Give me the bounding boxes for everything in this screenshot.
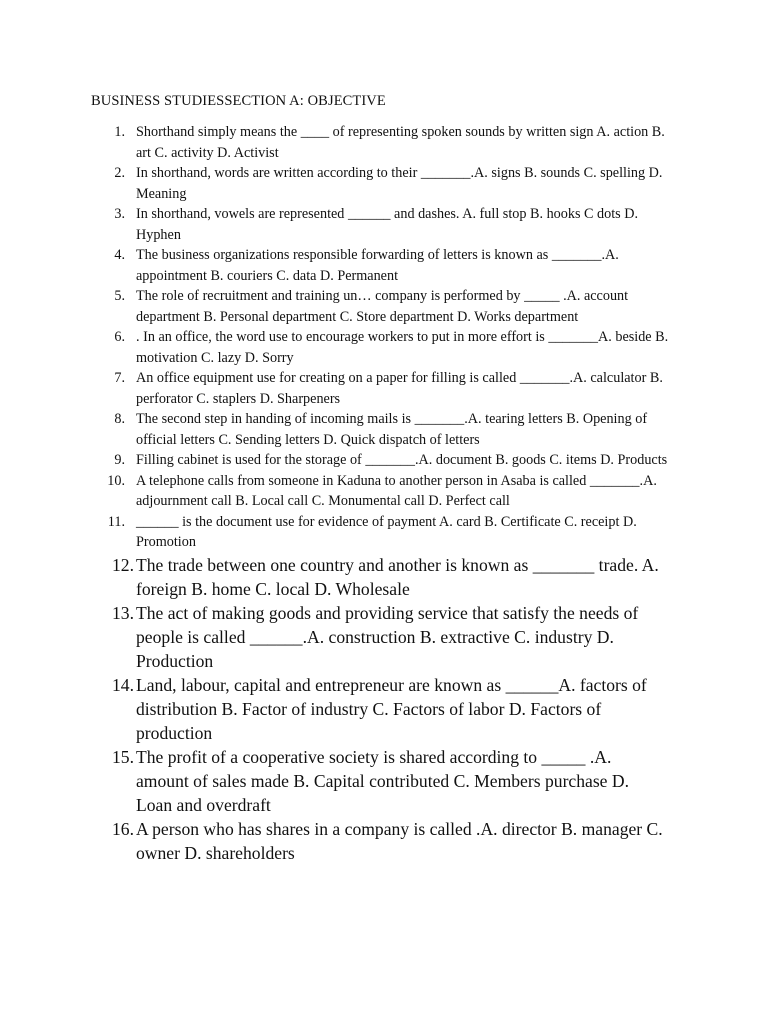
question-text: The profit of a cooperative society is shared according to _____ .A. amount of sales made B. Capital contributed C. Members purchase D. Loan and overdraft [136,746,629,815]
question-text: The trade between one country and another is known as _______ trade. A. foreign B. home C. local D. Wholesale [136,554,659,599]
question-item [0,286,768,327]
question-text: In shorthand, vowels are represented ______ and dashes. A. full stop B. hooks C dots D. Hyphen [136,206,639,243]
question-number: 4. [114,247,125,263]
question-number: 1. [114,124,125,140]
question-item [0,817,768,865]
question-number: 14. [112,674,134,695]
question-text: Land, labour, capital and entrepreneur are known as ______A. factors of distribution B. Factor of industry C. Factors of labor D. Factors of production [136,674,647,743]
question-text: . In an office, the word use to encourage workers to put in more effort is _______A. beside B. motivation C. lazy D. Sorry [136,329,669,366]
question-item [0,450,768,471]
question-item [0,471,768,512]
question-number: 10. [107,472,125,489]
question-text: In shorthand, words are written according to their _______.A. signs B. sounds C. spelling D. Meaning [136,165,663,202]
question-text: Filling cabinet is used for the storage of _______.A. document B. goods C. items D. Products [136,452,668,468]
question-item [0,601,768,673]
question-number: 11. [107,513,125,530]
question-text: A person who has shares in a company is called .A. director B. manager C. owner D. shareholders [136,818,663,863]
question-number: 2. [114,165,125,181]
question-number: 3. [114,206,125,222]
question-list [0,122,768,865]
question-text: The second step in handing of incoming mails is _______.A. tearing letters B. Opening of official letters C. Sending letters D. Quick dispatch of letters [136,411,648,448]
question-number: 7. [114,370,125,386]
question-text: ______ is the document use for evidence of payment A. card B. Certificate C. receipt D. Promotion [136,513,637,550]
question-item [0,327,768,368]
question-number: 13. [112,602,134,623]
question-item [0,553,768,601]
question-number: 12. [112,554,134,575]
question-number: 6. [114,329,125,345]
question-text: The role of recruitment and training un… company is performed by _____ .A. account department B. Personal department C. Store department D. Works department [136,288,629,325]
question-item [0,745,768,817]
question-item [0,409,768,450]
question-item [0,512,768,553]
question-item [0,163,768,204]
question-text: Shorthand simply means the ____ of representing spoken sounds by written sign A. action B. art C. activity D. Activist [136,124,665,161]
question-item [0,204,768,245]
question-number: 8. [114,411,125,427]
question-item [0,122,768,163]
document-title: BUSINESS STUDIESSECTION A: OBJECTIVE [91,93,386,109]
question-text: The business organizations responsible forwarding of letters is known as _______.A. appointment B. couriers C. data D. Permanent [136,247,619,284]
question-number: 15. [112,746,134,767]
question-text: The act of making goods and providing service that satisfy the needs of people is called ______.A. construction B. extractive C. industry D. Production [136,602,639,671]
question-number: 5. [114,288,125,304]
question-number: 16. [112,818,134,839]
question-text: An office equipment use for creating on a paper for filling is called _______.A. calculator B. perforator C. staplers D. Sharpeners [136,370,663,407]
question-text: A telephone calls from someone in Kaduna to another person in Asaba is called _______.A. adjournment call B. Local call C. Monumental call D. Perfect call [136,472,657,509]
question-item [0,245,768,286]
question-number: 9. [114,452,125,468]
question-item [0,673,768,745]
question-item [0,368,768,409]
